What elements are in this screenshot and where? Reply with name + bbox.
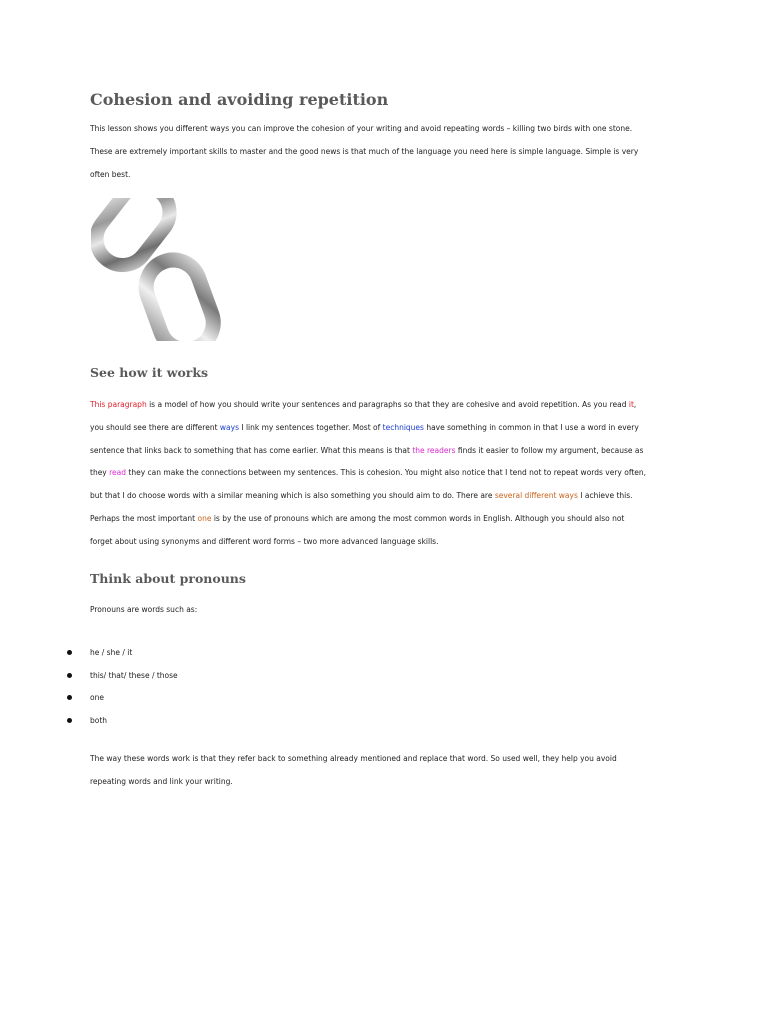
- highlighted-phrase: the readers: [412, 445, 456, 455]
- highlighted-phrase: it: [628, 400, 634, 409]
- model-paragraph-line: [90, 531, 678, 554]
- list-item-text: this/ that/ these / those: [90, 670, 178, 680]
- bullet-icon: [67, 650, 72, 655]
- bullet-icon: [67, 673, 72, 678]
- list-item-text: he / she / it: [90, 648, 133, 657]
- closing-paragraph: [90, 748, 678, 794]
- text-run: but that I do choose words with a similar meaning which is also something you should aim to do. There are: [90, 491, 495, 501]
- text-run: is by the use of pronouns which are among the most common words in English. Although you should also not: [211, 513, 625, 523]
- model-paragraph-line: [90, 417, 678, 440]
- list-item: [0, 642, 400, 665]
- text-run: have something in common in that I use a word in every: [423, 422, 639, 432]
- highlighted-phrase: techniques: [382, 422, 424, 432]
- model-paragraph-line: [90, 440, 678, 463]
- list-item-text: one: [90, 693, 104, 702]
- highlighted-phrase: This paragraph: [90, 400, 147, 409]
- text-run: ,: [633, 400, 637, 409]
- text-run: I link my sentences together. Most of: [238, 422, 383, 432]
- list-item-text: both: [90, 715, 108, 725]
- text-run: finds it easier to follow my argument, because as: [455, 445, 644, 455]
- text-run: forget about using synonyms and different word forms – two more advanced language skills.: [90, 536, 439, 546]
- text-run: you should see there are different: [90, 422, 220, 432]
- text-run: I achieve this.: [577, 491, 633, 501]
- intro-line: These are extremely important skills to master and the good news is that much of the language you need here is simple language. Simple is very: [90, 146, 639, 156]
- page-title: Cohesion and avoiding repetition: [90, 90, 389, 109]
- intro-paragraph: [90, 118, 678, 186]
- bullet-icon: [67, 718, 72, 723]
- list-item: [0, 665, 400, 688]
- section-heading: See how it works: [90, 365, 209, 380]
- chain-links-image: [91, 198, 234, 341]
- section-heading: Think about pronouns: [90, 571, 246, 586]
- closing-line: The way these words work is that they refer back to something already mentioned and replace that word. So used well, they help you avoid: [90, 754, 617, 763]
- text-run: is a model of how you should write your sentences and paragraphs so that they are cohesive and avoid repetition. As you read: [146, 400, 629, 409]
- highlighted-phrase: ways: [219, 422, 239, 432]
- model-paragraph-line: [90, 485, 678, 508]
- bullet-icon: [67, 695, 72, 700]
- text-run: they: [90, 468, 110, 478]
- list-item: [0, 687, 400, 710]
- list-item: [0, 710, 400, 733]
- text-run: they can make the connections between my sentences. This is cohesion. You might also notice that I tend not to repeat words very often,: [126, 468, 647, 478]
- pronoun-list: [0, 642, 400, 732]
- highlighted-phrase: read: [109, 468, 127, 478]
- model-paragraph: [90, 394, 678, 554]
- highlighted-phrase: several different ways: [494, 491, 578, 501]
- lead-line: Pronouns are words such as:: [90, 605, 198, 614]
- pronouns-lead: [90, 599, 678, 622]
- closing-line: repeating words and link your writing.: [90, 776, 233, 786]
- intro-line: often best.: [90, 169, 131, 179]
- text-run: Perhaps the most important: [90, 513, 198, 523]
- model-paragraph-line: [90, 394, 678, 417]
- highlighted-phrase: one: [197, 513, 212, 523]
- model-paragraph-line: [90, 462, 678, 485]
- intro-line: This lesson shows you different ways you can improve the cohesion of your writing and avoid repeating words – killing two birds with one stone.: [90, 124, 633, 133]
- model-paragraph-line: [90, 508, 678, 531]
- text-run: sentence that links back to something that has come earlier. What this means is that: [90, 445, 413, 455]
